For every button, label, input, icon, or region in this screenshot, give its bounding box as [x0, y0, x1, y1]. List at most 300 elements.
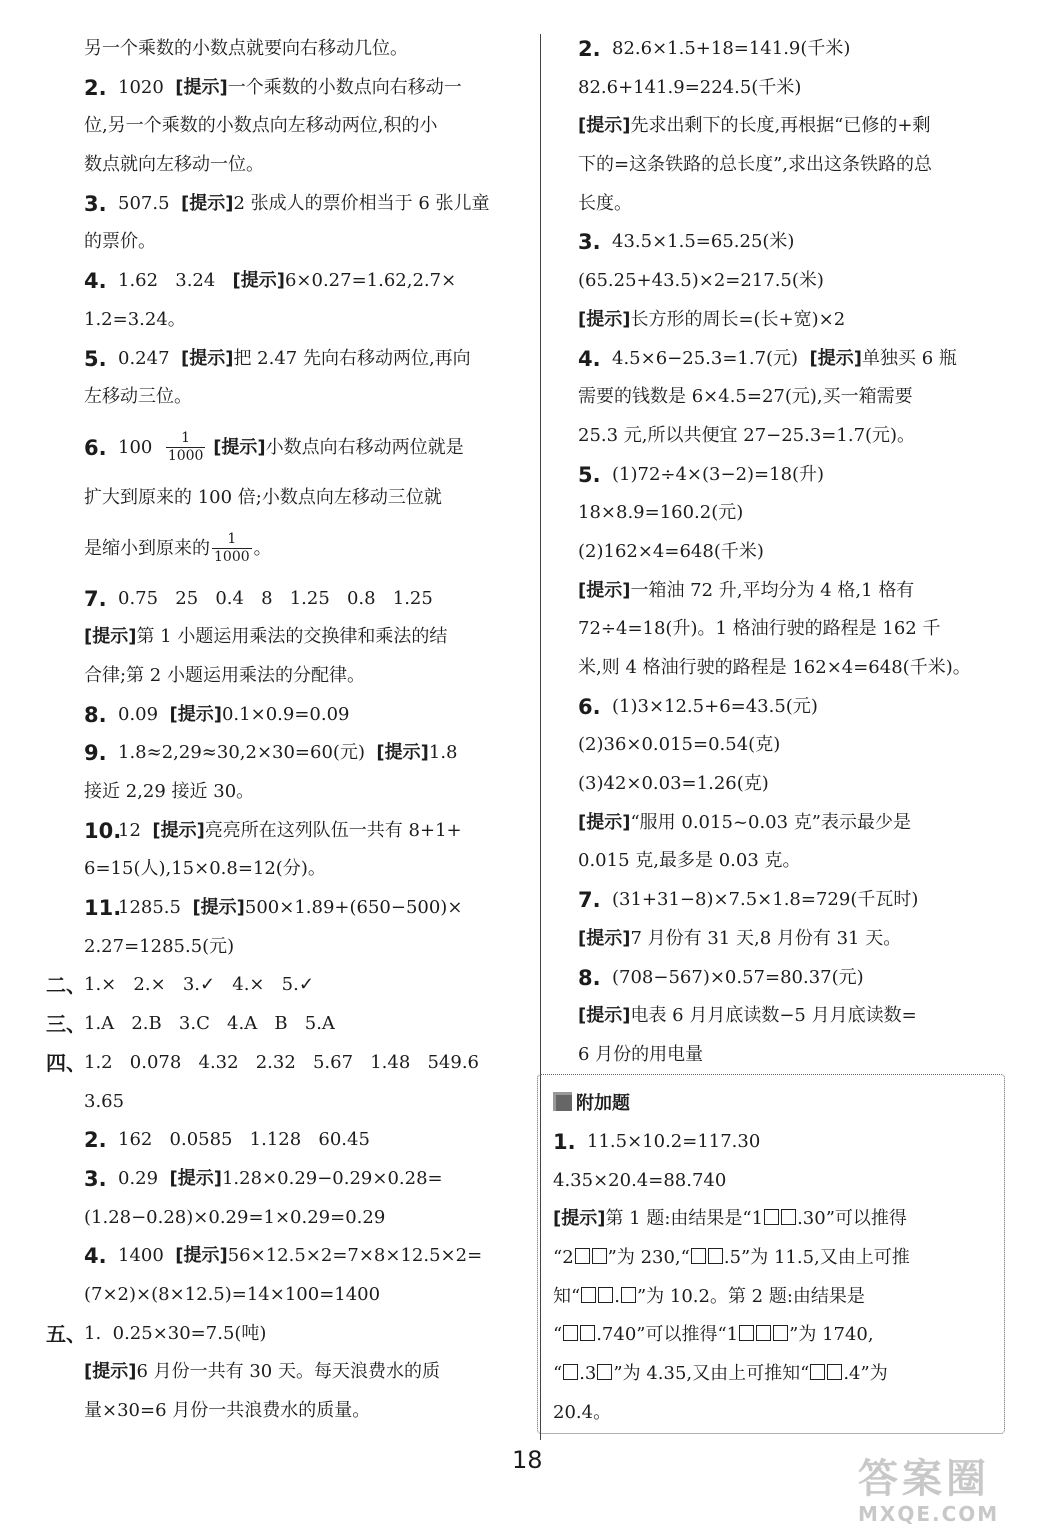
answer-text: 507.5 — [118, 192, 181, 214]
line-content — [553, 1394, 611, 1433]
text-line — [84, 1353, 524, 1392]
line-content — [578, 1036, 703, 1075]
text-line — [553, 1239, 910, 1278]
fraction-numerator: 1 — [227, 531, 237, 548]
text-line — [553, 1123, 761, 1162]
blank-box — [592, 1248, 607, 1264]
hint-label: [提示] — [578, 811, 631, 833]
line-text: 18×8.9=160.2(元) — [578, 502, 744, 524]
hint-text: 56×12.5×2=7×8×12.5×2= — [227, 1245, 483, 1267]
line-text: 0.015 克,最多是 0.03 克。 — [578, 850, 801, 872]
item-number: 8. — [578, 965, 601, 990]
line-content — [84, 1005, 335, 1044]
text-line — [84, 1199, 524, 1238]
line-content — [553, 1316, 874, 1355]
line-text: 需要的钱数是 6×4.5=27(元),买一箱需要 — [578, 386, 913, 408]
text-line — [578, 649, 1018, 688]
text-line — [46, 966, 524, 1005]
line-text: 下的=这条铁路的总长度”,求出这条铁路的总 — [578, 154, 933, 176]
fraction-denominator: 1000 — [214, 549, 250, 566]
hint-label: [提示] — [175, 1245, 228, 1267]
line-text: 另一个乘数的小数点就要向右移动几位。 — [84, 38, 408, 59]
text-line — [578, 340, 1018, 379]
blank-box — [739, 1325, 754, 1341]
item-number: 4. — [578, 346, 601, 371]
item-number: 9. — [84, 741, 107, 766]
line-text: 20.4。 — [553, 1401, 612, 1423]
text-line — [578, 1036, 1018, 1075]
line-content — [578, 107, 930, 146]
answer-text: 43.5×1.5=65.25(米) — [612, 231, 795, 253]
hint-text: 。 — [253, 537, 272, 559]
text-line — [578, 881, 1018, 920]
blank-box — [691, 1248, 706, 1264]
item-number: 6. — [578, 694, 601, 719]
text-line — [578, 146, 1018, 185]
text-line — [578, 378, 1018, 417]
line-content — [612, 881, 918, 920]
answer-text: (31+31−8)×7.5×1.8=729(千瓦时) — [612, 889, 919, 911]
item-number: 2. — [84, 1128, 107, 1153]
text-line — [84, 889, 524, 928]
blank-box — [580, 1325, 595, 1341]
line-text: 位,另一个乘数的小数点向左移动两位,积的小 — [84, 115, 438, 137]
hint-label: [提示] — [578, 579, 631, 601]
bonus-title-icon — [553, 1092, 572, 1111]
item-number: 2. — [84, 75, 107, 100]
line-text: “2 ”为 230,“ .5”为 11.5,又由上可推 — [553, 1247, 910, 1269]
answer-text: 1400 — [118, 1245, 176, 1267]
text-line — [84, 657, 524, 696]
answer-text: 12 — [118, 819, 153, 841]
hint-text: 1.8 — [428, 742, 458, 764]
text-line — [84, 1276, 524, 1315]
line-content — [118, 696, 349, 735]
line-text: 米,则 4 格油行驶的路程是 162×4=648(千米)。 — [578, 657, 971, 678]
line-content — [553, 1355, 888, 1394]
line-content — [84, 773, 254, 812]
line-text: 的票价。 — [84, 231, 156, 253]
text-line — [84, 146, 524, 185]
text-line — [578, 920, 1018, 959]
line-content — [612, 223, 794, 262]
text-line — [84, 30, 524, 69]
watermark-main-text: 答案圈 — [858, 1456, 990, 1502]
text-line — [578, 301, 1018, 340]
hint-label: [提示] — [180, 192, 234, 214]
hint-label: [提示] — [553, 1208, 606, 1230]
line-content — [84, 1353, 440, 1392]
line-content — [578, 997, 917, 1036]
item-number: 4. — [84, 269, 107, 294]
text-line — [84, 378, 524, 417]
hint-text: 第 1 题:由结果是“1 .30”可以推得 — [605, 1208, 907, 1230]
line-content — [578, 417, 915, 456]
answer-text: (1)3×12.5+6=43.5(元) — [612, 695, 818, 717]
text-line — [84, 618, 524, 657]
fraction-denominator: 1000 — [167, 448, 204, 465]
blank-box — [597, 1364, 612, 1380]
line-text: 左移动三位。 — [84, 386, 192, 408]
text-line — [84, 1160, 524, 1199]
line-text: 接近 2,29 接近 30。 — [84, 781, 255, 802]
hint-text: 0.1×0.9=0.09 — [221, 703, 350, 725]
line-text: 2.27=1285.5(元) — [84, 935, 235, 957]
answer-text: 1.× 2.× 3.✓ 4.× 5.✓ — [84, 974, 314, 996]
line-content — [578, 378, 913, 417]
item-number: 1. — [553, 1130, 576, 1154]
hint-text: 2 张成人的票价相当于 6 张儿童 — [233, 192, 490, 214]
line-content — [118, 1237, 482, 1276]
text-line — [578, 30, 1018, 69]
right-column — [578, 30, 1018, 1075]
text-line — [84, 417, 524, 479]
line-text: 长度。 — [578, 192, 632, 214]
item-number: 10. — [84, 818, 122, 843]
line-content — [84, 618, 447, 657]
line-content — [612, 688, 818, 727]
hint-label: [提示] — [578, 308, 631, 330]
line-content — [578, 572, 914, 611]
line-content — [84, 1083, 124, 1122]
section-number: 二、 — [46, 973, 86, 998]
item-number: 7. — [578, 888, 601, 913]
blank-box — [621, 1287, 636, 1303]
section-number: 五、 — [46, 1321, 86, 1346]
hint-label: [提示] — [152, 819, 205, 841]
item-number: 3. — [84, 1166, 107, 1191]
line-content — [553, 1239, 910, 1278]
line-text: 量×30=6 月份一共浪费水的质量。 — [84, 1400, 371, 1421]
line-content — [84, 1392, 370, 1431]
text-line — [84, 580, 524, 619]
line-content — [84, 850, 326, 889]
hint-text: 电表 6 月月底读数−5 月月底读数= — [630, 1005, 917, 1027]
text-line — [578, 69, 1018, 108]
line-content — [587, 1123, 760, 1162]
line-content — [578, 185, 632, 224]
watermark-url-text: MXQE.COM — [858, 1502, 1000, 1526]
answer-text: 1.2 0.078 4.32 2.32 5.67 1.48 549.6 — [84, 1051, 479, 1073]
item-number: 5. — [84, 346, 107, 371]
item-number: 8. — [84, 702, 107, 727]
hint-label: [提示] — [578, 115, 631, 137]
line-content — [578, 301, 845, 340]
answer-text: (1)72÷4×(3−2)=18(升) — [612, 463, 825, 485]
bonus-questions-box — [537, 1074, 1005, 1434]
line-content — [84, 107, 437, 146]
answer-text: 4.5×6−25.3=1.7(元) — [612, 347, 810, 369]
text-line — [578, 959, 1018, 998]
line-content — [612, 456, 824, 495]
line-text: 6 月份的用电量 — [578, 1043, 704, 1065]
text-line — [578, 997, 1018, 1036]
text-line — [578, 688, 1018, 727]
text-line — [578, 533, 1018, 572]
line-text: (2)162×4=648(千米) — [578, 540, 764, 562]
blank-box — [708, 1248, 723, 1264]
answer-text: 11.5×10.2=117.30 — [587, 1131, 761, 1152]
hint-label: [提示] — [213, 436, 266, 458]
bonus-title-text: 附加题 — [576, 1093, 630, 1114]
fraction — [212, 531, 252, 566]
text-line — [84, 928, 524, 967]
answer-text: 162 0.0585 1.128 60.45 — [118, 1129, 370, 1151]
answer-text: 100 — [118, 436, 164, 458]
text-line — [84, 1237, 524, 1276]
answer-text: 1. 0.25×30=7.5(吨) — [84, 1322, 267, 1344]
blank-box — [810, 1364, 825, 1380]
text-line — [84, 479, 524, 518]
line-content — [578, 146, 932, 185]
line-content — [84, 928, 234, 967]
line-text: 1.2=3.24。 — [84, 308, 186, 330]
item-number: 3. — [84, 191, 107, 216]
line-content — [118, 69, 462, 108]
item-number: 5. — [578, 462, 601, 487]
line-content — [84, 479, 442, 518]
text-line — [84, 696, 524, 735]
line-content — [84, 1044, 479, 1083]
line-content — [84, 1199, 385, 1238]
text-line — [84, 107, 524, 146]
line-text: (65.25+43.5)×2=217.5(米) — [578, 270, 824, 292]
line-content — [578, 649, 971, 688]
hint-text: 一箱油 72 升,平均分为 4 格,1 格有 — [630, 579, 915, 601]
line-content — [578, 533, 764, 572]
text-line — [84, 262, 524, 301]
line-content — [578, 765, 769, 804]
text-line — [84, 223, 524, 262]
line-text: (7×2)×(8×12.5)=14×100=1400 — [84, 1283, 381, 1305]
line-text: 扩大到原来的 100 倍;小数点向左移动三位就 — [84, 486, 442, 508]
text-line — [84, 1392, 524, 1431]
text-line — [84, 340, 524, 379]
item-number: 3. — [578, 230, 601, 255]
text-line — [578, 804, 1018, 843]
blank-box — [781, 1209, 796, 1225]
line-content — [578, 69, 801, 108]
answer-text: 1.62 3.24 — [118, 270, 233, 292]
text-line — [578, 107, 1018, 146]
bonus-questions-content — [553, 1085, 910, 1433]
line-content — [553, 1278, 865, 1317]
answer-text: 0.247 — [118, 347, 181, 369]
item-number: 6. — [84, 435, 107, 460]
hint-label: [提示] — [84, 1361, 137, 1383]
line-text: 6=15(人),15×0.8=12(分)。 — [84, 858, 326, 880]
hint-label: [提示] — [809, 347, 862, 369]
line-text: (1.28−0.28)×0.29=1×0.29=0.29 — [84, 1206, 386, 1228]
line-content — [84, 30, 408, 69]
hint-label: [提示] — [180, 347, 234, 369]
blank-box — [764, 1209, 779, 1225]
line-text: 合律;第 2 小题运用乘法的分配律。 — [84, 664, 365, 686]
line-text: (3)42×0.03=1.26(克) — [578, 773, 769, 795]
line-content — [118, 1121, 370, 1160]
line-text: 72÷4=18(升)。1 格油行驶的路程是 162 千 — [578, 618, 941, 640]
line-content — [612, 959, 864, 998]
line-content — [553, 1200, 907, 1239]
text-line — [553, 1355, 888, 1394]
blank-box — [756, 1325, 771, 1341]
hint-text: 第 1 小题运用乘法的交换律和乘法的结 — [136, 626, 448, 648]
hint-text: 把 2.47 先向右移动两位,再向 — [233, 347, 471, 369]
text-line — [84, 301, 524, 340]
line-content — [118, 1160, 443, 1199]
line-content — [578, 610, 940, 649]
line-content — [84, 146, 264, 185]
text-line — [553, 1394, 630, 1433]
line-content — [118, 580, 433, 619]
line-text: 25.3 元,所以共便宜 27−25.3=1.7(元)。 — [578, 424, 916, 446]
text-line — [84, 812, 524, 851]
line-content — [84, 223, 156, 262]
text-line — [578, 456, 1018, 495]
hint-text: 1.28×0.29−0.29×0.28= — [221, 1167, 443, 1189]
hint-label: [提示] — [84, 626, 137, 648]
blank-box — [827, 1364, 842, 1380]
hint-text: 小数点向右移动两位就是 — [265, 436, 464, 458]
text-line — [578, 223, 1018, 262]
hint-label: [提示] — [175, 76, 228, 98]
fraction-numerator: 1 — [181, 430, 191, 447]
hint-text: 500×1.89+(650−500)× — [244, 897, 463, 919]
text-line — [553, 1200, 907, 1239]
text-line — [46, 1005, 524, 1044]
line-content — [84, 378, 192, 417]
text-line — [578, 185, 1018, 224]
line-text: (2)36×0.015=0.54(克) — [578, 734, 781, 756]
line-content — [118, 812, 462, 851]
line-text: “ .740”可以推得“1 ”为 1740, — [553, 1324, 874, 1346]
item-number: 11. — [84, 896, 122, 921]
answer-text: 1020 — [118, 76, 176, 98]
line-content — [612, 340, 957, 379]
text-line — [84, 518, 524, 580]
hint-text: 一个乘数的小数点向右移动一 — [227, 76, 462, 98]
line-content — [578, 804, 911, 843]
line-content — [84, 657, 365, 696]
fraction — [166, 430, 206, 465]
line-content — [118, 417, 464, 479]
text-line — [578, 842, 1018, 881]
text-line — [578, 610, 1018, 649]
text-line — [578, 765, 1018, 804]
text-line — [578, 417, 1018, 456]
hint-text: “服用 0.015~0.03 克”表示最少是 — [630, 811, 911, 833]
text-line — [84, 1083, 524, 1122]
section-number: 四、 — [46, 1050, 86, 1075]
line-content — [553, 1162, 726, 1201]
line-content — [118, 889, 462, 928]
text-line — [46, 1315, 524, 1354]
item-number: 2. — [578, 37, 601, 61]
line-content — [578, 726, 780, 765]
text-line — [84, 850, 524, 889]
answer-text: 1.8≈2,29≈30,2×30=60(元) — [118, 742, 377, 764]
line-content — [84, 1276, 380, 1315]
text-line — [578, 494, 1018, 533]
line-content — [84, 1315, 266, 1354]
hint-text: 7 月份有 31 天,8 月份有 31 天。 — [630, 927, 902, 949]
line-content — [578, 842, 801, 881]
line-content — [118, 734, 458, 773]
answer-text: 0.75 25 0.4 8 1.25 0.8 1.25 — [118, 587, 433, 609]
blank-box — [598, 1287, 613, 1303]
hint-text: 亮亮所在这列队伍一共有 8+1+ — [204, 819, 462, 841]
text-line — [553, 1278, 865, 1317]
line-content — [612, 30, 850, 69]
line-content — [578, 494, 743, 533]
line-text: 82.6+141.9=224.5(千米) — [578, 76, 802, 98]
bonus-title — [553, 1085, 630, 1123]
text-line — [578, 726, 1018, 765]
answer-text: 82.6×1.5+18=141.9(千米) — [612, 38, 851, 59]
text-line — [553, 1316, 874, 1355]
line-content — [578, 262, 824, 301]
left-column — [46, 30, 524, 1431]
answer-text: 0.29 — [118, 1167, 170, 1189]
item-number: 4. — [84, 1244, 107, 1269]
answer-text: 0.09 — [118, 703, 170, 725]
hint-text: 6×0.27=1.62,2.7× — [284, 270, 457, 292]
answer-text: 1.A 2.B 3.C 4.A B 5.A — [84, 1013, 335, 1035]
line-text: 数点就向左移动一位。 — [84, 154, 264, 176]
blank-box — [773, 1325, 788, 1341]
hint-label: [提示] — [169, 703, 222, 725]
text-line — [578, 262, 1018, 301]
blank-box — [563, 1364, 578, 1380]
answer-text: 1285.5 — [118, 897, 193, 919]
text-line — [84, 1121, 524, 1160]
line-content — [84, 301, 186, 340]
text-line — [553, 1162, 727, 1201]
text-line — [84, 69, 524, 108]
hint-label: [提示] — [578, 1005, 631, 1027]
line-text: 3.65 — [84, 1090, 125, 1112]
line-content — [578, 920, 901, 959]
line-content — [118, 340, 471, 379]
text-line — [84, 185, 524, 224]
line-text: “ .3 ”为 4.35,又由上可推知“ .4”为 — [553, 1363, 888, 1385]
hint-label: [提示] — [192, 897, 245, 919]
line-content — [118, 185, 490, 224]
line-text: 4.35×20.4=88.740 — [553, 1169, 727, 1191]
hint-label: [提示] — [169, 1167, 222, 1189]
blank-box — [575, 1248, 590, 1264]
hint-label: [提示] — [376, 742, 429, 764]
line-content — [84, 518, 272, 580]
answer-text: (708−567)×0.57=80.37(元) — [612, 966, 864, 988]
hint-text: 长方形的周长=(长+宽)×2 — [630, 308, 846, 330]
line-content — [84, 966, 314, 1005]
hint-text: 先求出剩下的长度,再根据“已修的+剩 — [630, 115, 931, 137]
text-line — [46, 1044, 524, 1083]
blank-box — [581, 1287, 596, 1303]
page-number: 18 — [512, 1446, 543, 1474]
hint-label: [提示] — [578, 927, 631, 949]
answer-text: 是缩小到原来的 — [84, 537, 210, 559]
line-text: 知“ . ”为 10.2。第 2 题:由结果是 — [553, 1285, 865, 1307]
hint-text: 6 月份一共有 30 天。每天浪费水的质 — [136, 1361, 440, 1383]
text-line — [84, 734, 524, 773]
watermark-logo — [858, 1456, 1044, 1532]
text-line — [578, 572, 1018, 611]
hint-text: 单独买 6 瓶 — [861, 347, 957, 369]
section-number: 三、 — [46, 1012, 86, 1037]
blank-box — [563, 1325, 578, 1341]
